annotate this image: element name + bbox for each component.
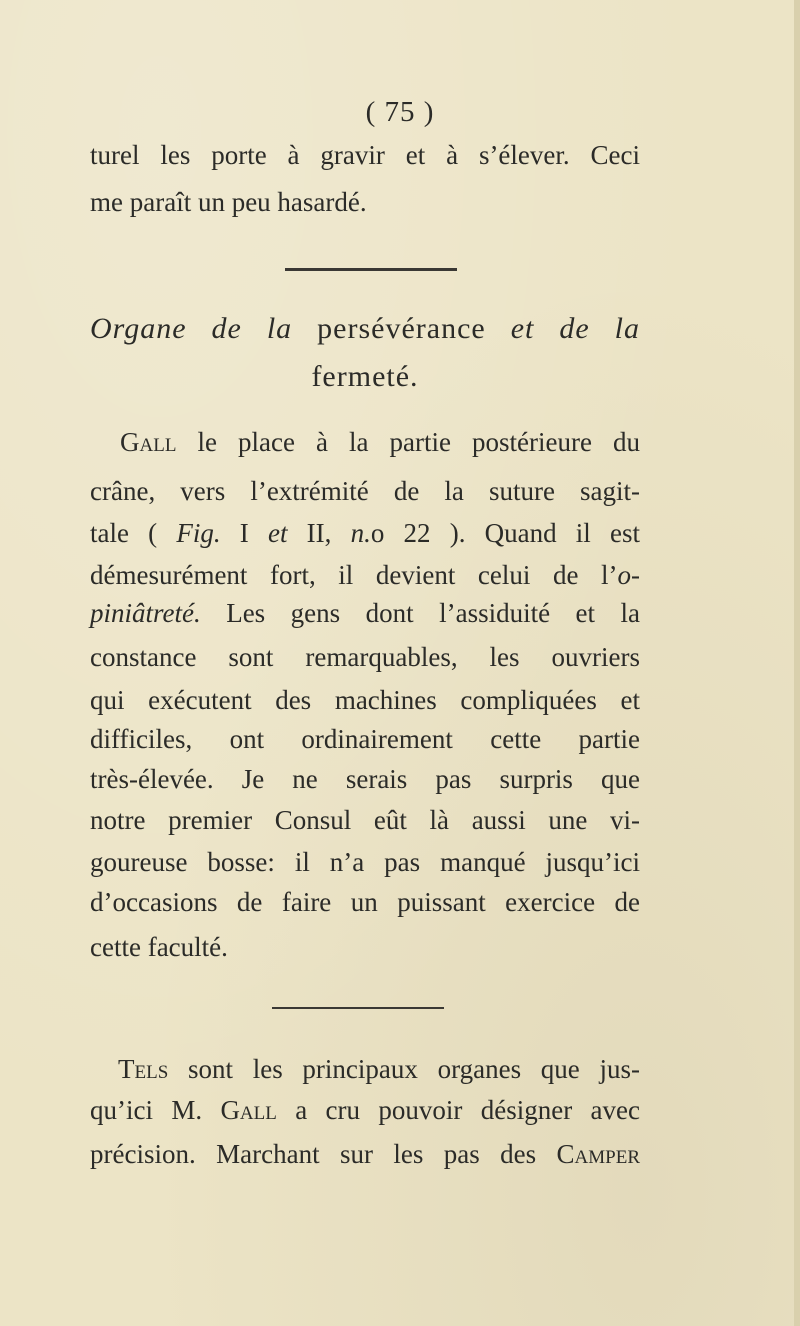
intro-line-1: turel les porte à gravir et à s’élever. Ceci	[90, 140, 640, 170]
paragraph-line: très-élevée. Je ne serais pas surpris que	[90, 764, 640, 794]
paragraph-line: piniâtreté. Les gens dont l’assiduité et la	[90, 598, 640, 628]
paragraph-line: d’occasions de faire un puissant exercice de	[90, 887, 640, 917]
section-heading	[90, 312, 640, 346]
heading-italic-2: et de la	[510, 312, 641, 345]
section-divider	[285, 268, 457, 271]
page-number: ( 75 )	[365, 96, 435, 128]
section-heading-line-2: fermeté.	[311, 360, 419, 393]
paragraph-line: crâne, vers l’extrémité de la suture sagit-	[90, 476, 640, 506]
section-divider	[272, 1007, 444, 1009]
heading-italic-1: Organe de la	[90, 312, 293, 345]
paragraph-line: notre premier Consul eût là aussi une vi-	[90, 805, 640, 835]
paragraph-line: qu’ici M. Gall a cru pouvoir désigner avec	[90, 1095, 640, 1125]
paragraph-line: tale ( Fig. I et II, n.o 22 ). Quand il est	[90, 518, 640, 548]
author-name: Gall	[120, 427, 177, 457]
paragraph-line: Gall le place à la partie postérieure du	[120, 427, 640, 457]
paragraph-line: cette faculté.	[90, 932, 228, 962]
paragraph-line: Tels sont les principaux organes que jus-	[118, 1054, 640, 1084]
paragraph-line: goureuse bosse: il n’a pas manqué jusqu’ici	[90, 847, 640, 877]
paragraph-line: constance sont remarquables, les ouvriers	[90, 642, 640, 672]
paragraph-line: démesurément fort, il devient celui de l’o-	[90, 560, 640, 590]
paragraph-line: qui exécutent des machines compliquées et	[90, 685, 640, 715]
paragraph-line: difficiles, ont ordinairement cette partie	[90, 724, 640, 754]
paragraph-line: précision. Marchant sur les pas des Camper	[90, 1139, 640, 1169]
intro-line-2: me paraît un peu hasardé.	[90, 187, 367, 217]
heading-roman: persévérance	[317, 312, 486, 345]
